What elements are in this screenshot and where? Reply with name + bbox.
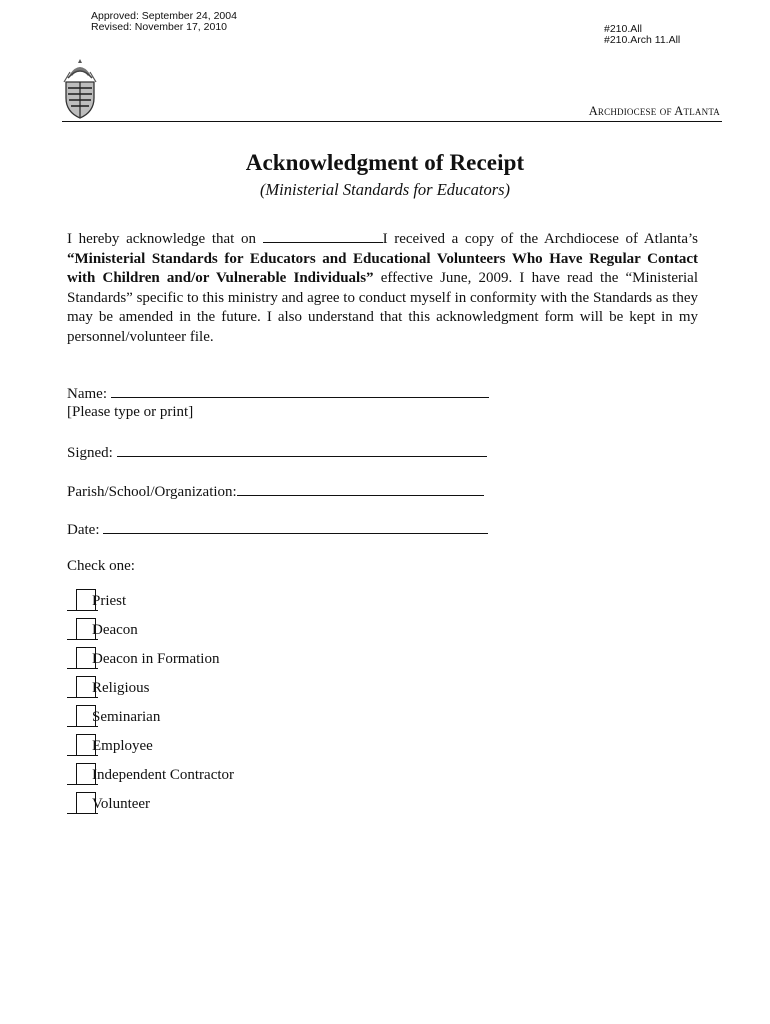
date-input-line[interactable] (103, 519, 488, 534)
signature-input-line[interactable] (117, 442, 487, 457)
organization-name: Archdiocese of Atlanta (588, 104, 720, 118)
header-divider (62, 121, 722, 122)
document-code-1: #210.All (604, 23, 642, 35)
paragraph-text-3: effective June, 2009. I have read the “Ministerial Standards” specific to this ministry and agree to conduct myself in conformity with the Standards as they may be amended in the future. I also understand that this acknowledgment form will be kept in my personnel/volunteer file. (67, 270, 699, 345)
page-title: Acknowledgment of Receipt (245, 150, 525, 175)
option-label-priest: Priest (92, 593, 127, 609)
signed-label: Signed: (67, 445, 113, 461)
page-subtitle: (Ministerial Standards for Educators) (259, 180, 511, 199)
option-label-volunteer: Volunteer (92, 796, 151, 812)
name-hint: [Please type or print] (67, 404, 194, 420)
paragraph-text-2: I received a copy of the Archdiocese of Atlanta’s (382, 231, 698, 247)
name-label: Name: (67, 386, 107, 402)
name-input-line[interactable] (111, 383, 489, 398)
paragraph-text-1: I hereby acknowledge that on (67, 231, 263, 247)
option-label-deacon-in-formation: Deacon in Formation (92, 651, 220, 667)
name-field (67, 383, 489, 404)
parish-input-line[interactable] (237, 481, 484, 496)
revision-info (91, 11, 237, 33)
date-label: Date: (67, 522, 100, 538)
signed-field (67, 442, 487, 463)
option-label-religious: Religious (92, 680, 150, 696)
option-label-employee: Employee (92, 738, 153, 754)
check-one-label: Check one: (67, 558, 135, 574)
acknowledgment-paragraph (67, 229, 698, 348)
receipt-date-blank[interactable] (263, 229, 383, 243)
parish-field (67, 481, 484, 502)
revised-date: Revised: November 17, 2010 (91, 21, 227, 33)
date-field (67, 519, 488, 540)
document-codes (604, 24, 680, 46)
parish-label: Parish/School/Organization: (67, 484, 237, 500)
option-label-independent-contractor: Independent Contractor (92, 767, 235, 783)
option-label-seminarian: Seminarian (92, 709, 161, 725)
document-code-2: #210.Arch 11.All (604, 34, 681, 46)
option-label-deacon: Deacon (92, 622, 138, 638)
approved-date: Approved: September 24, 2004 (91, 10, 237, 22)
archdiocese-crest-icon (62, 58, 98, 120)
standards-title: “Ministerial Standards for Educators and Educational Volunteers Who Have Regular Contact with Children and/or Vulnerable Individuals” (67, 250, 698, 287)
